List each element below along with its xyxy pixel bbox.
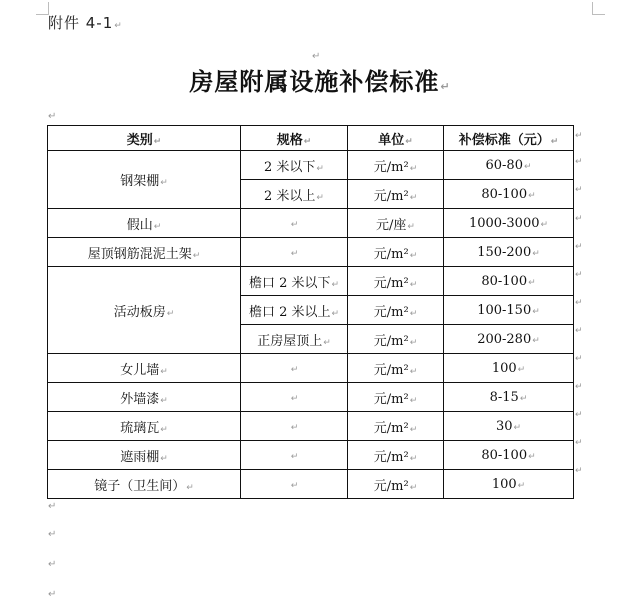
table-row [48,441,574,470]
spec-cell: ↵ [241,383,348,412]
unit-cell: 元/座↵ [348,209,444,238]
row-end-mark: ↵ [575,185,583,195]
category-cell: 外墙漆↵ [48,383,241,412]
table-row [48,209,574,238]
row-end-mark: ↵ [575,298,583,308]
category-cell: 女儿墙↵ [48,354,241,383]
table-row [48,267,574,296]
standard-cell: 200-280↵ [444,325,574,354]
row-end-mark: ↵ [575,242,583,252]
category-cell: 镜子（卫生间）↵ [48,470,241,499]
row-end-mark: ↵ [575,466,583,476]
standard-cell: 60-80↵ [444,151,574,180]
attachment-label: 附件 4-1↵ [48,14,123,32]
row-end-mark: ↵ [575,382,583,392]
standard-cell: 80-100↵ [444,441,574,470]
category-cell: 遮雨棚↵ [48,441,241,470]
spec-cell: ↵ [241,470,348,499]
header-standard: 补偿标准（元）↵ [444,126,574,151]
standard-cell: 100-150↵ [444,296,574,325]
standard-cell: 100↵ [444,470,574,499]
unit-cell: 元/m²↵ [348,441,444,470]
standard-cell: 150-200↵ [444,238,574,267]
unit-cell: 元/m²↵ [348,296,444,325]
standard-cell: 1000-3000↵ [444,209,574,238]
standard-cell: 30↵ [444,412,574,441]
category-cell: 钢架棚↵ [48,151,241,209]
paragraph-mark: ↵ [48,529,57,540]
row-end-mark: ↵ [575,157,583,167]
spec-cell: 2 米以下↵ [241,151,348,180]
paragraph-mark: ↵ [48,559,57,570]
row-end-mark: ↵ [575,354,583,364]
paragraph-mark: ↵ [312,51,321,62]
standard-cell: 80-100↵ [444,180,574,209]
category-cell: 活动板房↵ [48,267,241,354]
unit-cell: 元/m²↵ [348,325,444,354]
standard-cell: 80-100↵ [444,267,574,296]
standard-cell: 100↵ [444,354,574,383]
unit-cell: 元/m²↵ [348,151,444,180]
unit-cell: 元/m²↵ [348,412,444,441]
category-cell: 琉璃瓦↵ [48,412,241,441]
unit-cell: 元/m²↵ [348,470,444,499]
table-row [48,412,574,441]
spec-cell: ↵ [241,238,348,267]
header-spec: 规格↵ [241,126,348,151]
table-header-row [48,126,574,151]
crop-mark-top-right [592,2,605,15]
header-category: 类别↵ [48,126,241,151]
table-row [48,354,574,383]
document-title: 房屋附属设施补偿标准↵ [189,67,451,96]
unit-cell: 元/m²↵ [348,354,444,383]
spec-cell: ↵ [241,412,348,441]
paragraph-mark: ↵ [48,111,57,122]
category-cell: 屋顶钢筋混泥土架↵ [48,238,241,267]
row-end-mark: ↵ [575,410,583,420]
category-cell: 假山↵ [48,209,241,238]
spec-cell: 2 米以上↵ [241,180,348,209]
row-end-mark: ↵ [575,131,583,141]
compensation-table [47,125,574,499]
spec-cell: 檐口 2 米以上↵ [241,296,348,325]
spec-cell: ↵ [241,354,348,383]
unit-cell: 元/m²↵ [348,238,444,267]
row-end-mark: ↵ [575,438,583,448]
table-row [48,151,574,180]
table-row [48,470,574,499]
unit-cell: 元/m²↵ [348,383,444,412]
table-row [48,383,574,412]
row-end-mark: ↵ [575,270,583,280]
table-row [48,238,574,267]
spec-cell: 正房屋顶上↵ [241,325,348,354]
paragraph-mark: ↵ [48,589,57,600]
spec-cell: ↵ [241,209,348,238]
header-unit: 单位↵ [348,126,444,151]
paragraph-mark: ↵ [48,501,57,512]
unit-cell: 元/m²↵ [348,267,444,296]
spec-cell: ↵ [241,441,348,470]
standard-cell: 8-15↵ [444,383,574,412]
unit-cell: 元/m²↵ [348,180,444,209]
row-end-mark: ↵ [575,214,583,224]
spec-cell: 檐口 2 米以下↵ [241,267,348,296]
row-end-mark: ↵ [575,326,583,336]
